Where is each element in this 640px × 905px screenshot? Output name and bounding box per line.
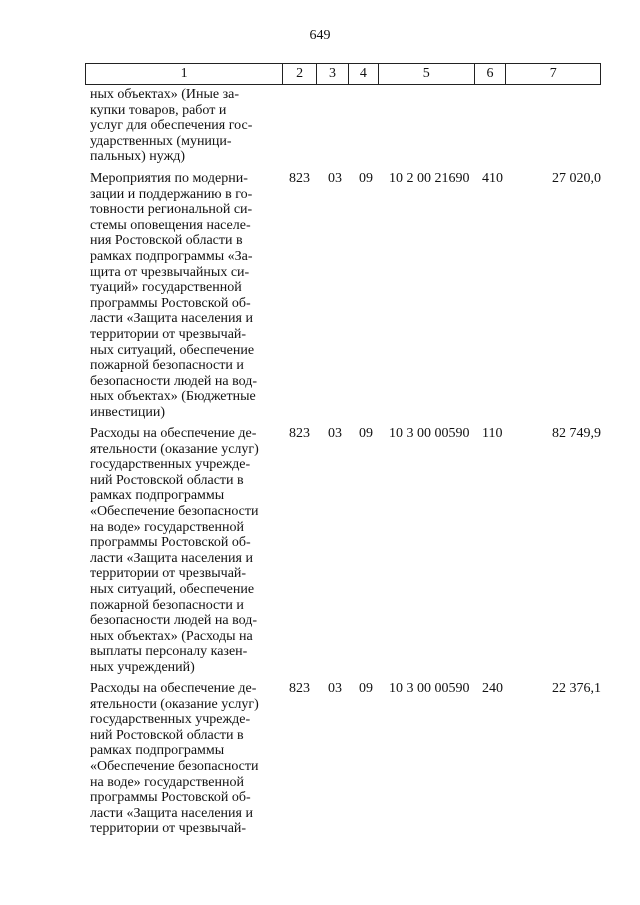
row-subsection: 09 xyxy=(359,171,373,186)
row-section: 03 xyxy=(328,426,342,441)
table-header xyxy=(85,63,601,85)
header-col-7: 7 xyxy=(549,66,557,81)
table-row xyxy=(85,171,601,421)
row-description: Мероприятия по модерни- зации и поддержанию в го- товности региональной си- стемы оповещения населе- ния Ростовской области в рамках подпрограммы «За- щита от чрезвычайных си- туаций» государственной программы Ростовской об- ласти «Защита населения и территории от чрезвычай- ных ситуаций, обеспечение пожарной безопасности и безопасности людей на вод- ных объектах» (Бюджетные инвестиции) xyxy=(90,171,258,420)
table-row xyxy=(85,426,601,676)
header-col-1: 1 xyxy=(86,64,283,84)
header-col-6: 6 xyxy=(475,64,507,84)
row-amount: 27 020,0 xyxy=(552,171,601,186)
page-number: 649 xyxy=(309,28,331,43)
row-admin-code: 823 xyxy=(289,171,310,186)
row-admin-code: 823 xyxy=(289,426,310,441)
row-expense-type: 110 xyxy=(482,426,503,441)
row-description: ных объектах» (Иные за- купки товаров, работ и услуг для обеспечения гос- ударственных (муници- пальных) нужд) xyxy=(90,87,253,165)
row-target-article: 10 3 00 00590 xyxy=(389,426,470,441)
row-subsection: 09 xyxy=(359,681,373,696)
row-amount: 22 376,1 xyxy=(552,681,601,696)
row-section: 03 xyxy=(328,171,342,186)
row-admin-code: 823 xyxy=(289,681,310,696)
row-target-article: 10 2 00 21690 xyxy=(389,171,470,186)
row-section: 03 xyxy=(328,681,342,696)
header-col-2: 2 xyxy=(283,64,317,84)
row-target-article: 10 3 00 00590 xyxy=(389,681,470,696)
row-subsection: 09 xyxy=(359,426,373,441)
table-row xyxy=(85,87,601,167)
row-description: Расходы на обеспечение де- ятельности (оказание услуг) государственных учрежде- ний Ростовской области в рамках подпрограммы «Обеспечение безопасности на воде» государственной программы Ростовской об- ласти «Защита населения и территории от чрезвычай- xyxy=(90,681,259,837)
table-row xyxy=(85,681,601,841)
row-description: Расходы на обеспечение де- ятельности (оказание услуг) государственных учрежде- ний Ростовской области в рамках подпрограммы «Обеспечение безопасности на воде» государственной программы Ростовской об- ласти «Защита населения и территории от чрезвычай- ных ситуаций, обеспечение пожарной безопасности и безопасности людей на вод- ных объектах» (Расходы на выплаты персоналу казен- ных учреждений) xyxy=(90,426,259,675)
header-col-3: 3 xyxy=(317,64,349,84)
header-col-4: 4 xyxy=(349,64,379,84)
row-expense-type: 410 xyxy=(482,171,503,186)
row-amount: 82 749,9 xyxy=(552,426,601,441)
row-expense-type: 240 xyxy=(482,681,503,696)
header-col-5: 5 xyxy=(379,64,475,84)
